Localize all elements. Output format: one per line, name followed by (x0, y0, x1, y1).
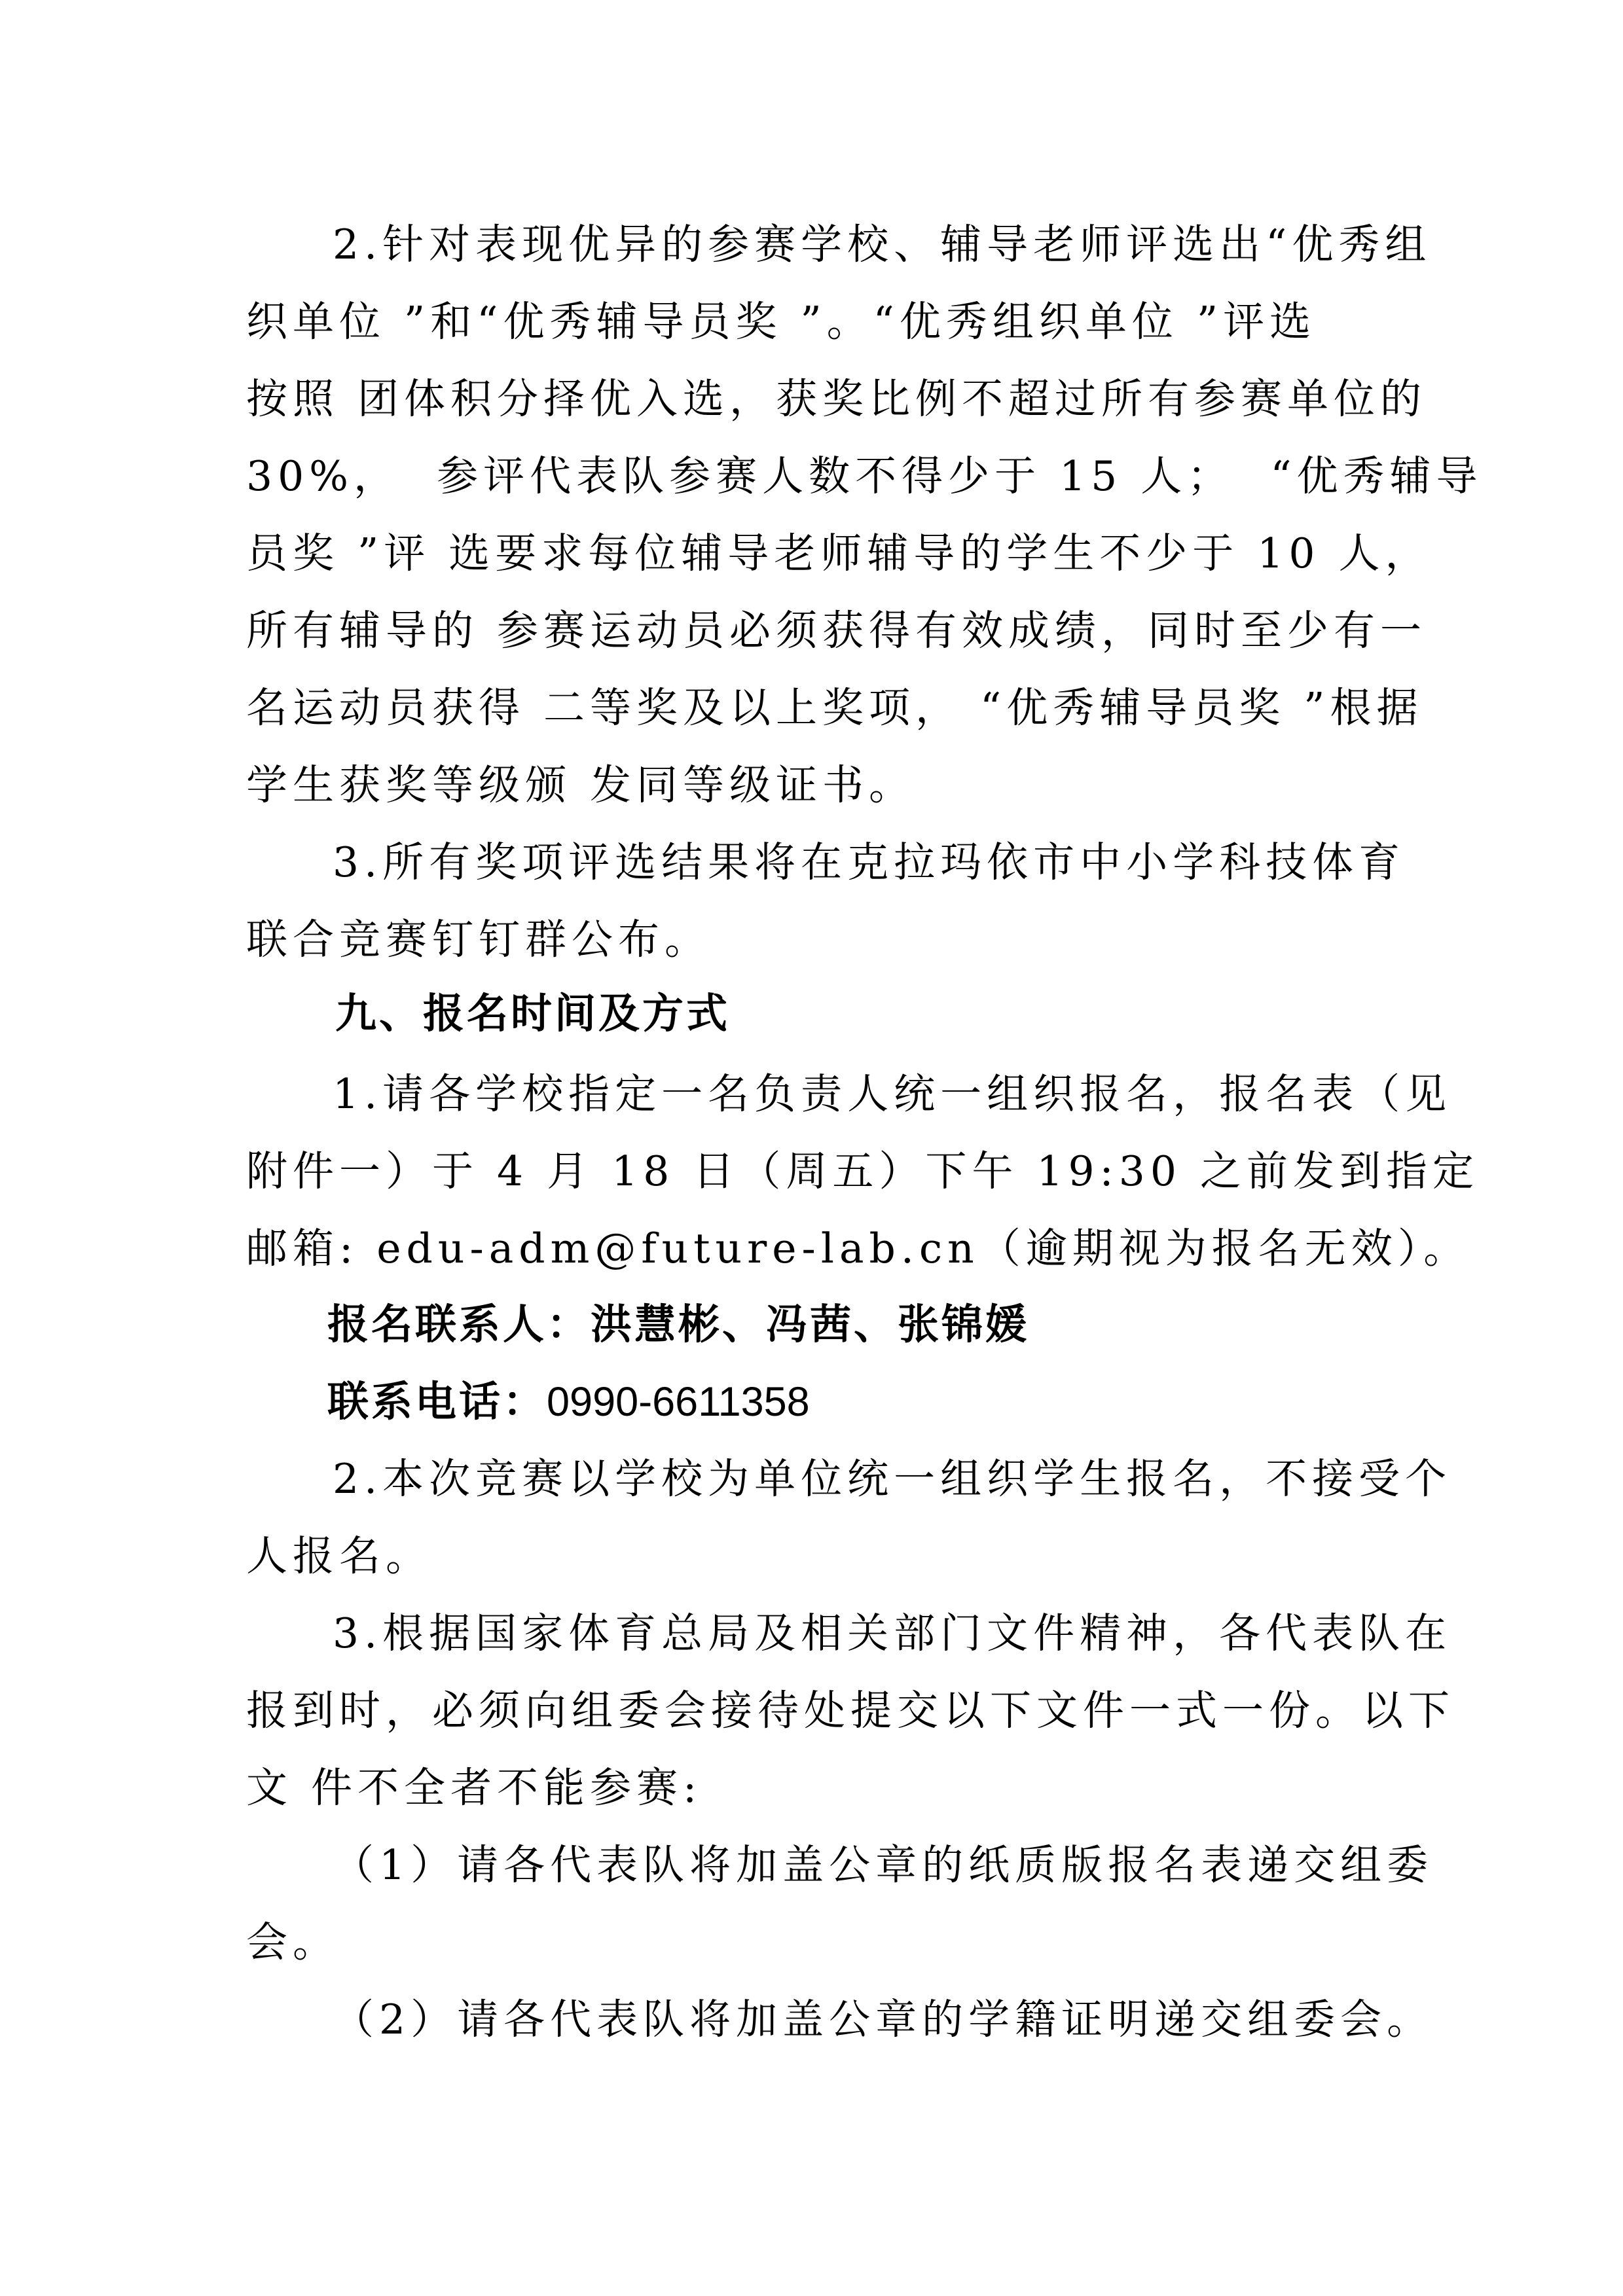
s8-item2-line8: 学生获奖等级颁 发同等级证书。 (246, 761, 916, 809)
s8-item2-line3: 按照 团体积分择优入选，获奖比例不超过所有参赛单位的 (246, 375, 1427, 423)
section-heading: 九、报名时间及方式 (335, 990, 730, 1037)
sub2-line1: （2）请各代表队将加盖公章的学籍证明递交组委会。 (333, 1996, 1434, 2043)
s9-item3-line3: 文 件不全者不能参赛: (246, 1764, 702, 1812)
s8-item2-line1: 2.针对表现优异的参赛学校、辅导老师评选出“优秀组 (333, 221, 1432, 268)
s8-item3-line1: 3.所有奖项评选结果将在克拉玛依市中小学科技体育 (333, 838, 1406, 886)
s8-item2-line2: 织单位 ”和“优秀辅导员奖 ”。“优秀组织单位 ”评选 (246, 298, 1317, 346)
s8-item2-line5: 员奖 ”评 选要求每位辅导老师辅导的学生不少于 10 人， (246, 529, 1432, 577)
s9-item2-line2: 人报名。 (246, 1532, 432, 1580)
phone-line (327, 1378, 810, 1426)
s9-item2-line1: 2.本次竞赛以学校为单位统一组织学生报名，不接受个 (333, 1455, 1452, 1503)
sub1-line1: （1）请各代表队将加盖公章的纸质版报名表递交组委 (333, 1841, 1434, 1889)
phone-number: 0990-6611358 (547, 1379, 810, 1425)
phone-label: 联系电话： (327, 1378, 547, 1426)
s8-item2-line7: 名运动员获得 二等奖及以上奖项， “优秀辅导员奖 ”根据 (246, 684, 1423, 732)
s9-item1-line1: 1.请各学校指定一名负责人统一组织报名，报名表（见 (333, 1070, 1452, 1118)
s9-item3-line2: 报到时，必须向组委会接待处提交以下文件一式一份。以下 (246, 1687, 1455, 1734)
s9-item3-line1: 3.根据国家体育总局及相关部门文件精神，各代表队在 (333, 1609, 1452, 1657)
s8-item2-line6: 所有辅导的 参赛运动员必须获得有效成绩，同时至少有一 (246, 607, 1427, 655)
s9-item1-line2: 附件一）于 4 月 18 日（周五）下午 19:30 之前发到指定 (246, 1147, 1479, 1195)
contacts-label: 报名联系人： (327, 1300, 591, 1348)
contacts-names: 洪慧彬、冯茜、张锦媛 (591, 1300, 1029, 1348)
s9-item1-line3: 邮箱: edu-adm@future-lab.cn（逾期视为报名无效）。 (246, 1225, 1470, 1272)
sub1-line2: 会。 (246, 1918, 339, 1966)
s8-item3-line2: 联合竞赛钉钉群公布。 (246, 916, 711, 963)
s8-item2-line4: 30%， 参评代表队参赛人数不得少于 15 人； “优秀辅导 (246, 452, 1483, 500)
contacts-line (327, 1300, 1029, 1348)
